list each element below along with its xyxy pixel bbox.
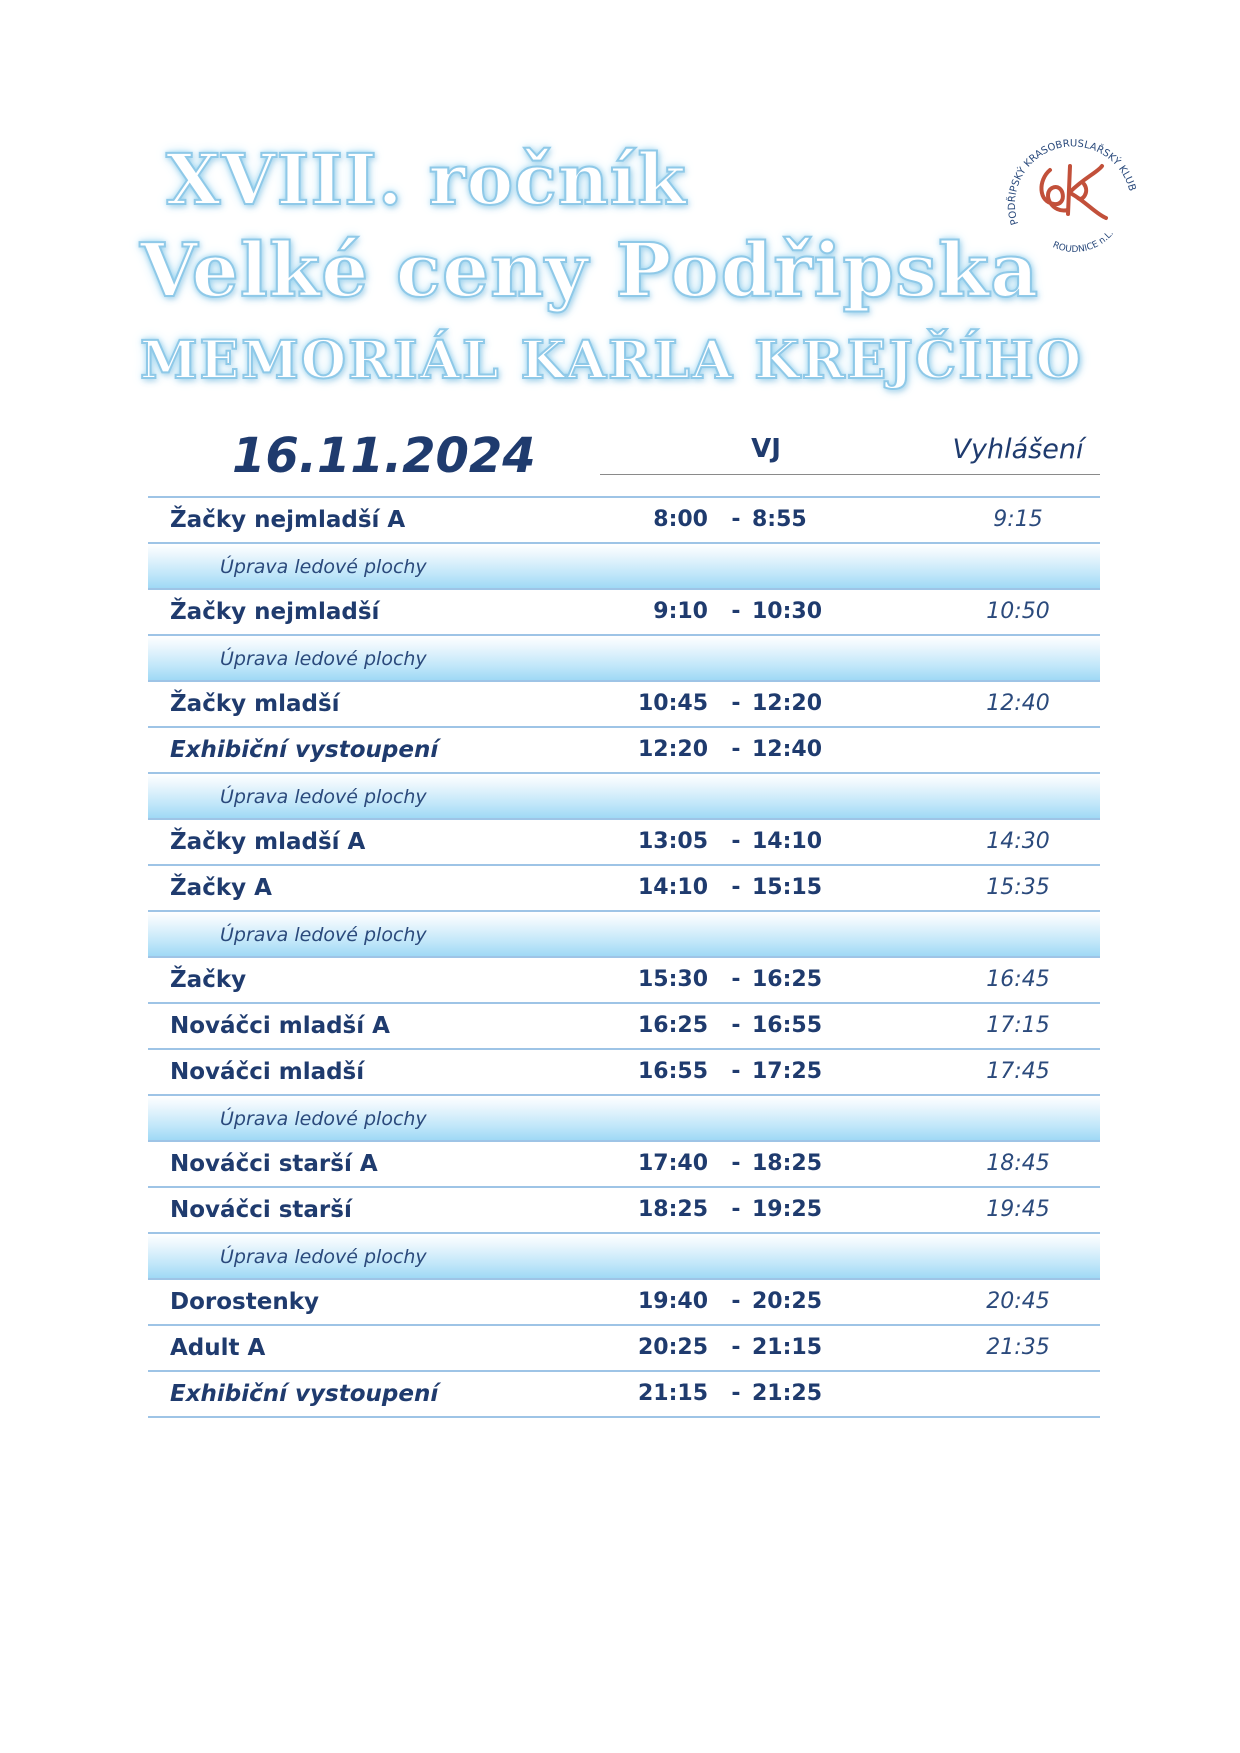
time-separator: - <box>731 599 741 624</box>
end-time: 17:25 <box>752 1059 823 1084</box>
break-label: Úprava ledové plochy <box>220 924 427 946</box>
start-time: 9:10 <box>653 599 708 624</box>
time-separator: - <box>731 967 741 992</box>
table-row <box>148 1048 1100 1094</box>
ice-resurfacing-row <box>148 772 1100 818</box>
time-separator: - <box>731 829 741 854</box>
column-header-vj: VJ <box>751 434 781 464</box>
time-separator: - <box>731 1335 741 1360</box>
table-row <box>148 1370 1100 1418</box>
time-separator: - <box>731 1381 741 1406</box>
ice-resurfacing-row <box>148 634 1100 680</box>
start-time: 16:25 <box>637 1013 708 1038</box>
ice-resurfacing-row <box>148 1232 1100 1278</box>
end-time: 16:25 <box>752 967 823 992</box>
award-time: 9:15 <box>993 507 1043 532</box>
table-row <box>148 496 1100 542</box>
break-label: Úprava ledové plochy <box>220 1108 427 1130</box>
time-separator: - <box>731 691 741 716</box>
end-time: 12:40 <box>752 737 823 762</box>
award-time: 14:30 <box>986 829 1050 854</box>
start-time: 19:40 <box>637 1289 708 1314</box>
end-time: 14:10 <box>752 829 823 854</box>
end-time: 15:15 <box>752 875 823 900</box>
ice-resurfacing-row <box>148 542 1100 588</box>
time-separator: - <box>731 737 741 762</box>
time-separator: - <box>731 507 741 532</box>
award-time: 15:35 <box>986 875 1050 900</box>
start-time: 12:20 <box>637 737 708 762</box>
end-time: 20:25 <box>752 1289 823 1314</box>
start-time: 16:55 <box>637 1059 708 1084</box>
award-time: 10:50 <box>986 599 1050 624</box>
award-time: 18:45 <box>986 1151 1050 1176</box>
start-time: 20:25 <box>637 1335 708 1360</box>
category-name: Žačky mladší <box>170 691 340 717</box>
table-row <box>148 1186 1100 1232</box>
ice-resurfacing-row <box>148 1094 1100 1140</box>
start-time: 15:30 <box>637 967 708 992</box>
end-time: 18:25 <box>752 1151 823 1176</box>
table-row <box>148 1140 1100 1186</box>
category-name: Adult A <box>170 1335 266 1361</box>
time-separator: - <box>731 1013 741 1038</box>
award-time: 12:40 <box>986 691 1050 716</box>
table-row <box>148 956 1100 1002</box>
ice-resurfacing-row <box>148 910 1100 956</box>
category-name: Žačky A <box>170 875 272 901</box>
award-time: 21:35 <box>986 1335 1050 1360</box>
event-date: 16.11.2024 <box>232 428 536 484</box>
time-separator: - <box>731 1197 741 1222</box>
time-separator: - <box>731 1151 741 1176</box>
title-event-name: Velké ceny Podřipska <box>140 228 1040 314</box>
end-time: 12:20 <box>752 691 823 716</box>
category-name: Žačky <box>170 967 247 993</box>
start-time: 14:10 <box>637 875 708 900</box>
column-header-award: Vyhlášení <box>952 434 1084 465</box>
club-logo <box>998 118 1148 268</box>
logo-arc-text: PODŘIPSKÝ KRASOBRUSLAŘSKÝ KLUB <box>1006 138 1138 227</box>
category-name: Nováčci mladší <box>170 1059 365 1085</box>
table-row <box>148 588 1100 634</box>
table-row <box>148 680 1100 726</box>
start-time: 10:45 <box>637 691 708 716</box>
break-label: Úprava ledové plochy <box>220 786 427 808</box>
end-time: 16:55 <box>752 1013 823 1038</box>
table-row <box>148 1278 1100 1324</box>
table-row <box>148 1002 1100 1048</box>
category-name: Žačky nejmladší A <box>170 507 406 533</box>
break-label: Úprava ledové plochy <box>220 648 427 670</box>
break-label: Úprava ledové plochy <box>220 1246 427 1268</box>
category-name: Dorostenky <box>170 1289 319 1315</box>
award-time: 20:45 <box>986 1289 1050 1314</box>
category-name: Nováčci starší <box>170 1197 352 1223</box>
ribbon-icon <box>1041 166 1106 218</box>
start-time: 17:40 <box>637 1151 708 1176</box>
logo-city-text: ROUDNICE n.L. <box>1051 228 1116 255</box>
table-row <box>148 818 1100 864</box>
table-row <box>148 864 1100 910</box>
start-time: 8:00 <box>653 507 708 532</box>
award-time: 17:45 <box>986 1059 1050 1084</box>
award-time: 16:45 <box>986 967 1050 992</box>
break-label: Úprava ledové plochy <box>220 556 427 578</box>
category-name: Exhibiční vystoupení <box>170 1381 439 1407</box>
end-time: 10:30 <box>752 599 823 624</box>
table-row <box>148 726 1100 772</box>
start-time: 13:05 <box>637 829 708 854</box>
end-time: 8:55 <box>752 507 807 532</box>
category-name: Exhibiční vystoupení <box>170 737 439 763</box>
title-edition: XVIII. ročník <box>166 138 687 221</box>
table-row <box>148 1324 1100 1370</box>
end-time: 21:15 <box>752 1335 823 1360</box>
title-memorial: MEMORIÁL KARLA KREJČÍHO <box>140 330 1084 391</box>
category-name: Nováčci mladší A <box>170 1013 390 1039</box>
category-name: Žačky nejmladší <box>170 599 380 625</box>
end-time: 21:25 <box>752 1381 823 1406</box>
schedule-header <box>148 428 1100 498</box>
header-divider <box>600 474 1100 475</box>
category-name: Nováčci starší A <box>170 1151 378 1177</box>
schedule-table <box>148 496 1100 1418</box>
start-time: 21:15 <box>637 1381 708 1406</box>
time-separator: - <box>731 1059 741 1084</box>
category-name: Žačky mladší A <box>170 829 366 855</box>
end-time: 19:25 <box>752 1197 823 1222</box>
time-separator: - <box>731 875 741 900</box>
start-time: 18:25 <box>637 1197 708 1222</box>
time-separator: - <box>731 1289 741 1314</box>
award-time: 19:45 <box>986 1197 1050 1222</box>
award-time: 17:15 <box>986 1013 1050 1038</box>
